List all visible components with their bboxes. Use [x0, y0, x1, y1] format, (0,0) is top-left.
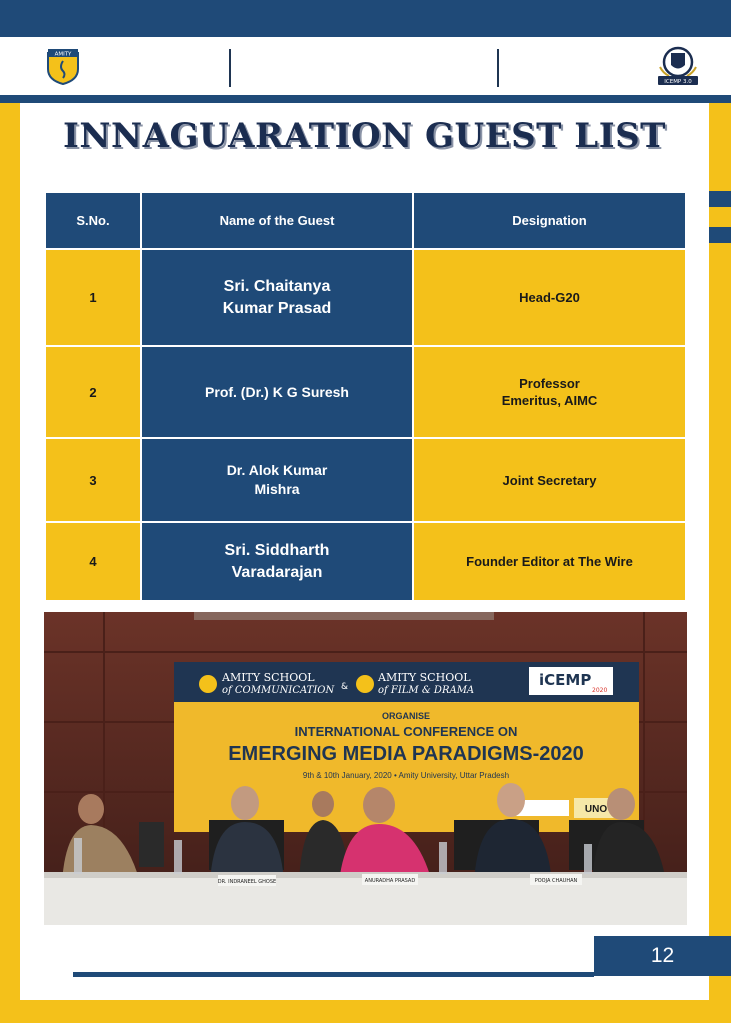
table-row [45, 438, 686, 522]
designation-line: Emeritus, AIMC [501, 393, 598, 408]
banner-school2-line1: AMITY SCHOOL [378, 671, 471, 684]
banner-organise: ORGANISE [381, 711, 431, 721]
nameplate: DR. INDRANEEL GHOSE [217, 879, 277, 885]
guest-designation [413, 438, 686, 522]
icemp-logo-icon [655, 45, 701, 89]
row-sno: 3 [45, 438, 141, 522]
banner-logo-year: 2020 [592, 687, 608, 694]
page-header [0, 37, 731, 95]
event-photo [44, 612, 687, 925]
guest-name-line: Sri. Siddharth [224, 541, 330, 559]
side-tab [709, 227, 731, 243]
banner-dates: 9th & 10th January, 2020 • Amity University, Uttar Pradesh [302, 771, 510, 780]
header-divider [497, 49, 499, 87]
nameplate: ANURADHA PRASAD [364, 878, 416, 884]
table-row [45, 249, 686, 346]
guest-name-line: Sri. Chaitanya [223, 277, 331, 295]
guest-name-line: Mishra [254, 481, 300, 497]
guest-name-line: Dr. Alok Kumar [226, 462, 328, 478]
banner-line2: EMERGING MEDIA PARADIGMS-2020 [228, 743, 584, 765]
guest-name [141, 249, 413, 346]
guest-designation [413, 346, 686, 438]
column-header-sno: S.No. [45, 192, 141, 249]
guest-name [141, 438, 413, 522]
row-sno: 1 [45, 249, 141, 346]
footer-rule [73, 972, 594, 977]
guest-name-line: Prof. (Dr.) K G Suresh [205, 383, 349, 400]
side-tab [709, 191, 731, 207]
banner-icemp-logo: iCEMP [539, 671, 592, 689]
guest-designation [413, 249, 686, 346]
table-row [45, 522, 686, 601]
table-header-row [45, 192, 686, 249]
page-title: INNAGUARATION GUEST LIST [63, 116, 666, 156]
top-navy-band [0, 0, 731, 37]
amity-logo-icon [46, 47, 80, 85]
right-yellow-border [709, 103, 731, 1000]
column-header-name: Name of the Guest [141, 192, 413, 249]
header-divider [229, 49, 231, 87]
header-rule [0, 95, 731, 103]
row-sno: 2 [45, 346, 141, 438]
designation-line: Joint Secretary [502, 472, 597, 488]
banner-school1-line1: AMITY SCHOOL [222, 671, 315, 684]
bottom-yellow-band [0, 1000, 731, 1023]
table-row [45, 346, 686, 438]
left-yellow-border [0, 103, 20, 1000]
guest-name-line: Varadarajan [231, 563, 323, 581]
banner-school1-line2: of COMMUNICATION [222, 685, 335, 696]
banner-uno: UNO [584, 804, 608, 815]
nameplate: POOJA CHAUHAN [534, 878, 578, 884]
designation-line: Head-G20 [519, 290, 580, 305]
amity-logo-text: AMITY [54, 51, 72, 58]
guest-name [141, 346, 413, 438]
page-number: 12 [594, 936, 731, 976]
banner-school2-line2: of FILM & DRAMA [378, 685, 475, 696]
guest-name-line: Kumar Prasad [222, 299, 332, 317]
icemp-logo-text: ICEMP 3.0 [664, 79, 692, 85]
column-header-designation: Designation [413, 192, 686, 249]
guest-designation [413, 522, 686, 601]
row-sno: 4 [45, 522, 141, 601]
designation-line: Professor [519, 376, 580, 391]
guest-name [141, 522, 413, 601]
guest-table [44, 191, 687, 602]
banner-line1: INTERNATIONAL CONFERENCE ON [294, 724, 518, 739]
banner-amp: & [341, 682, 349, 692]
designation-line: Founder Editor at The Wire [466, 554, 633, 569]
